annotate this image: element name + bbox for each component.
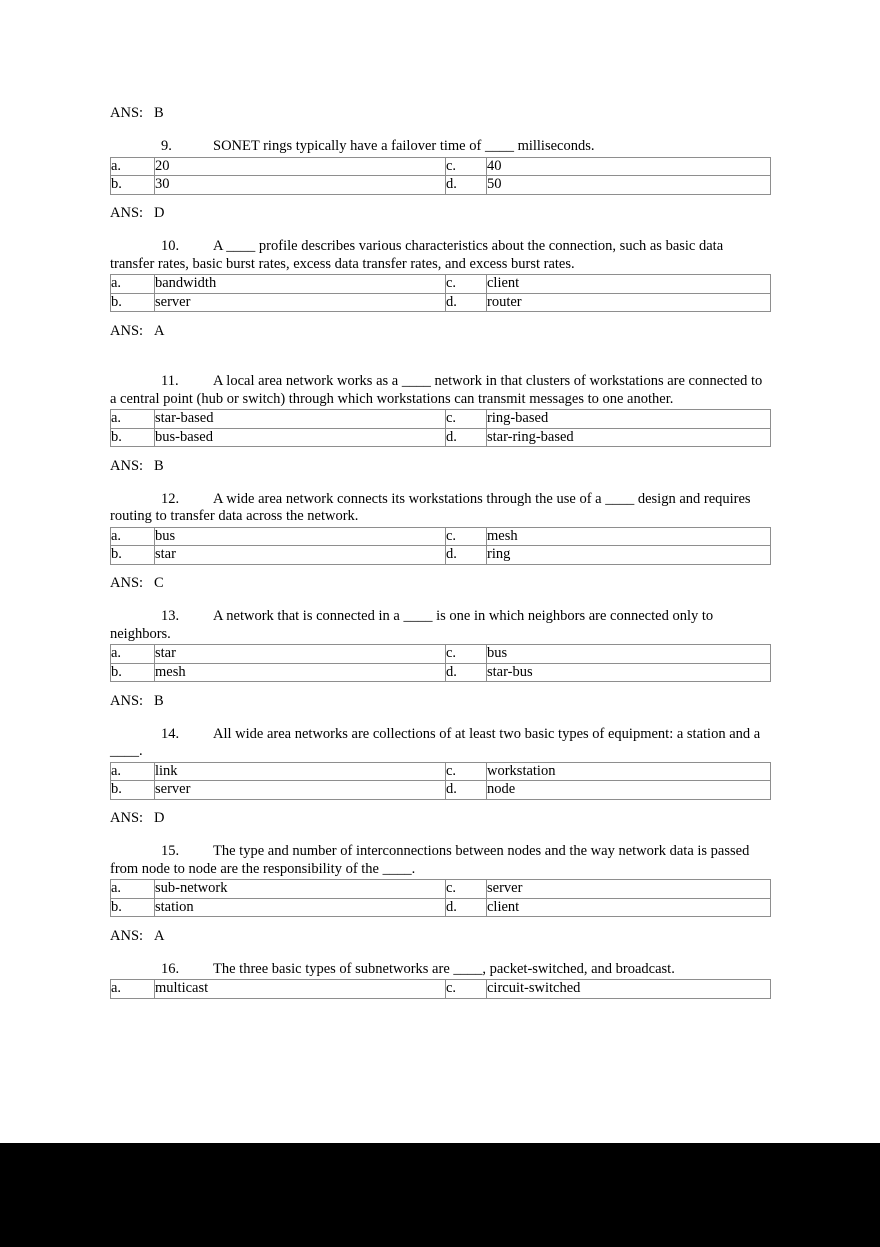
option-row [111,781,771,800]
option-letter: a. [111,645,155,664]
option-row [111,880,771,899]
option-letter: b. [111,781,155,800]
option-letter: a. [111,527,155,546]
option-row [111,157,771,176]
option-row [111,428,771,447]
option-letter: c. [446,880,487,899]
question-paragraph [110,373,770,408]
option-letter: d. [446,898,487,917]
option-letter: a. [111,762,155,781]
option-letter: d. [446,176,487,195]
option-text: bus [155,527,446,546]
option-letter: c. [446,762,487,781]
options-table [110,157,771,195]
answer-line [110,575,770,593]
option-text: star-ring-based [487,428,771,447]
question-number: 14. [161,725,180,742]
question-number: 10. [161,238,180,254]
option-text: ring-based [487,410,771,429]
options-table-body [111,157,771,194]
question-text: A ____ profile describes various characteristics about the connection, such as basic data transfer rates, basic burst rates, excess data transfer rates, and excess burst rates. [110,238,724,272]
question-paragraph [110,961,770,979]
question-number: 13. [161,608,180,624]
question-number: 15. [161,843,180,859]
option-row [111,663,771,682]
option-letter: b. [111,663,155,682]
option-text: star-bus [487,663,771,682]
question-text: The three basic types of subnetworks are ____, packet-switched, and broadcast. [213,960,675,977]
option-row [111,898,771,917]
question-block [110,238,770,340]
option-row [111,546,771,565]
options-table-body [111,645,771,682]
answer-line [110,205,770,223]
option-text: ring [487,546,771,565]
option-text: workstation [487,762,771,781]
answer-value: B [154,105,164,121]
options-table [110,274,771,312]
option-text: server [155,293,446,312]
answer-value: A [154,927,165,944]
answer-label: ANS: [110,105,144,121]
option-text: mesh [487,527,771,546]
question-block [110,356,770,476]
question-paragraph [110,843,770,878]
options-table-body [111,980,771,999]
options-table [110,409,771,447]
option-letter: b. [111,428,155,447]
option-text: server [487,880,771,899]
option-row [111,275,771,294]
question-block [110,138,770,223]
option-text: star [155,645,446,664]
option-letter: d. [446,781,487,800]
options-table [110,979,771,999]
option-text: star [155,546,446,565]
question-text: A local area network works as a ____ network in that clusters of workstations are connected to a central point (hub or switch) through which workstations can transmit messages to one another. [110,373,763,407]
question-text: A wide area network connects its workstations through the use of a ____ design and requires routing to transfer data across the network. [110,490,751,524]
options-table-body [111,527,771,564]
question-paragraph [110,726,770,761]
option-text: 30 [155,176,446,195]
question-paragraph [110,491,770,526]
answer-line [110,105,770,123]
option-text: circuit-switched [487,980,771,999]
option-row [111,527,771,546]
questions-container [110,138,770,999]
option-text: sub-network [155,880,446,899]
options-table-body [111,410,771,447]
question-paragraph [110,138,770,156]
option-letter: d. [446,663,487,682]
answer-label: ANS: [110,692,144,709]
option-text: server [155,781,446,800]
page-content [110,105,770,1009]
bottom-black-band [0,1143,880,1247]
option-row [111,410,771,429]
option-letter: c. [446,275,487,294]
option-letter: a. [111,980,155,999]
option-text: station [155,898,446,917]
option-row [111,980,771,999]
option-text: bus [487,645,771,664]
question-block [110,961,770,999]
option-row [111,645,771,664]
option-text: client [487,275,771,294]
option-text: link [155,762,446,781]
answer-line [110,323,770,341]
option-letter: b. [111,898,155,917]
options-table [110,644,771,682]
answer-value: B [154,457,164,474]
option-letter: c. [446,157,487,176]
option-row [111,293,771,312]
option-row [111,762,771,781]
option-letter: b. [111,293,155,312]
answer-line [110,928,770,946]
options-table-body [111,762,771,799]
question-number: 9. [161,138,172,154]
option-letter: d. [446,428,487,447]
option-letter: c. [446,980,487,999]
answer-value: C [154,575,164,591]
answer-label: ANS: [110,927,144,944]
option-letter: c. [446,527,487,546]
option-text: mesh [155,663,446,682]
answer-value: A [154,322,165,339]
option-text: node [487,781,771,800]
answer-line [110,810,770,828]
question-block [110,843,770,945]
question-text: All wide area networks are collections of at least two basic types of equipment: a station and a ____. [110,725,761,759]
option-text: star-based [155,410,446,429]
option-text: 40 [487,157,771,176]
option-letter: a. [111,157,155,176]
answer-label: ANS: [110,205,144,221]
option-text: router [487,293,771,312]
option-letter: a. [111,275,155,294]
option-text: multicast [155,980,446,999]
question-block [110,608,770,710]
question-text: A network that is connected in a ____ is one in which neighbors are connected only to neighbors. [110,608,714,642]
answer-label: ANS: [110,810,144,826]
question-text: SONET rings typically have a failover time of ____ milliseconds. [213,138,595,154]
options-table [110,527,771,565]
answer-label: ANS: [110,322,144,339]
answer-value: D [154,810,165,826]
answer-value: B [154,692,164,709]
question-number: 11. [161,373,179,389]
option-row [111,176,771,195]
question-paragraph [110,238,770,273]
option-letter: b. [111,546,155,565]
option-letter: b. [111,176,155,195]
options-table [110,879,771,917]
option-text: client [487,898,771,917]
question-block [110,726,770,828]
options-table [110,762,771,800]
option-letter: a. [111,410,155,429]
options-table-body [111,880,771,917]
option-letter: a. [111,880,155,899]
answer-value: D [154,205,165,221]
answer-line [110,693,770,711]
question-text: The type and number of interconnections between nodes and the way network data is passed from node to node are the responsibility of the ____. [110,843,750,877]
option-letter: c. [446,645,487,664]
option-letter: d. [446,293,487,312]
question-number: 12. [161,490,180,507]
option-text: bus-based [155,428,446,447]
option-text: 20 [155,157,446,176]
question-block [110,491,770,593]
options-table-body [111,275,771,312]
answer-line [110,458,770,476]
answer-label: ANS: [110,575,144,591]
option-letter: d. [446,546,487,565]
option-letter: c. [446,410,487,429]
answer-label: ANS: [110,457,144,474]
question-paragraph [110,608,770,643]
option-text: 50 [487,176,771,195]
option-text: bandwidth [155,275,446,294]
question-number: 16. [161,960,180,977]
